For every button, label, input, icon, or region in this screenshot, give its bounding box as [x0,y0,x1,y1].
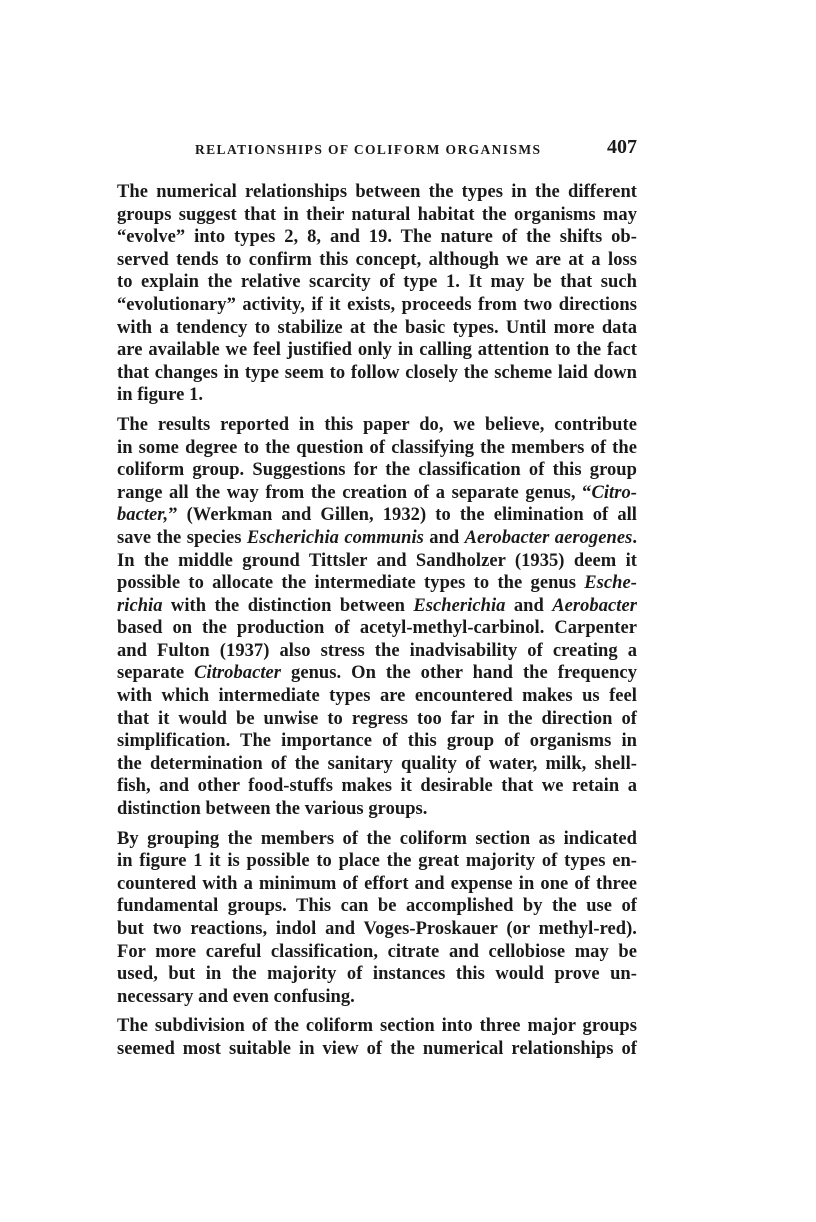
text-line: necessary and even confusing. [117,986,355,1007]
text-line: fish, and other food-stuffs makes it desirable that we retain a [117,776,637,797]
text-line: based on the production of acetyl-methyl-carbinol. Carpenter [117,618,637,639]
text-line: groups suggest that in their natural habitat the organisms may [117,204,637,225]
text-line: but two reactions, indol and Voges-Proskauer (or methyl-red). [117,919,637,939]
text-line: that it would be unwise to regress too far in the direction of [117,708,637,729]
text-line: The subdivision of the coliform section into three major groups [117,1016,637,1037]
text-line: and Fulton (1937) also stress the inadvisability of creating a [117,640,637,661]
text-line: simplification. The importance of this group of organisms in [117,731,637,752]
text-line: in figure 1 it is possible to place the great majority of types en- [117,851,637,872]
text-line: The numerical relationships between the types in the different [117,182,637,202]
text-line: used, but in the majority of instances this would prove un- [117,964,637,985]
text-line: that changes in type seem to follow closely the scheme laid down [117,362,637,383]
text-line: By grouping the members of the coliform section as indicated [117,828,637,849]
text-line: possible to allocate the intermediate types to the genus Esche- [117,573,637,594]
text-line: distinction between the various groups. [117,799,428,820]
page-number: 407 [607,136,637,158]
text-line: the determination of the sanitary quality of water, milk, shell- [117,753,637,774]
text-line: “evolutionary” activity, if it exists, proceeds from two directions [117,294,637,315]
text-line: are available we feel justified only in calling attention to the fact [117,340,637,361]
text-line: in some degree to the question of classifying the members of the [117,437,637,458]
text-line: “evolve” into types 2, 8, and 19. The nature of the shifts ob- [117,227,637,248]
running-title: RELATIONSHIPS OF COLIFORM ORGANISMS [195,142,542,157]
paragraph-2 [117,414,637,821]
text-line: countered with a minimum of effort and expense in one of three [117,873,637,894]
text-line: In the middle ground Tittsler and Sandholzer (1935) deem it [117,550,637,571]
text-line: For more careful classification, citrate and cellobiose may be [117,941,637,962]
text-line: served tends to confirm this concept, although we are at a loss [117,249,637,270]
paragraph-1 [117,181,637,407]
text-line: range all the way from the creation of a separate genus, “Citro- [117,482,637,503]
text-line: separate Citrobacter genus. On the other hand the frequency [117,663,637,684]
text-line: The results reported in this paper do, we believe, contribute [117,414,637,435]
text-line: richia with the distinction between Escherichia and Aerobacter [117,595,637,616]
text-line: seemed most suitable in view of the numerical relationships of [117,1038,637,1059]
text-line: to explain the relative scarcity of type 1. It may be that such [117,272,637,293]
paragraph-3 [117,828,637,1009]
text-line: bacter,” (Werkman and Gillen, 1932) to the elimination of all [117,505,637,526]
text-line: in figure 1. [117,385,204,406]
running-head [117,136,637,166]
text-line: save the species Escherichia communis and Aerobacter aerogenes. [117,527,638,548]
text-line: with a tendency to stabilize at the basic types. Until more data [117,317,637,338]
text-line: fundamental groups. This can be accomplished by the use of [117,896,637,917]
text-line: with which intermediate types are encountered makes us feel [117,686,637,707]
body-text [117,181,637,1061]
paragraph-4 [117,1015,637,1060]
text-line: coliform group. Suggestions for the classification of this group [117,460,637,481]
